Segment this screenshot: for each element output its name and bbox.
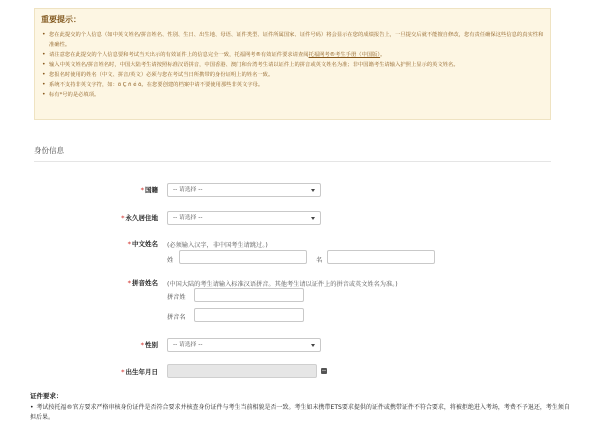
given-name-input[interactable] <box>327 250 435 264</box>
notice-item: • 您报名时使用的姓名（中文、拼音/英文）必须与您在考试当日所携带的身份证明上的姓名一致。 <box>35 70 550 80</box>
residence-select[interactable]: -- 请选择 -- <box>167 211 321 225</box>
notice-item: • 系统不支持非英文字符，如：ö Ç ñ é õ。在您要创建的档案中请不要使用那些非英文字母。 <box>35 80 550 90</box>
notice-list <box>35 30 550 100</box>
pinyin-given-input[interactable] <box>194 308 304 322</box>
cn-name-label: *中文姓名 <box>127 240 158 248</box>
chevron-down-icon <box>311 217 315 220</box>
notice-box <box>34 8 551 120</box>
pinyin-surname-input[interactable] <box>194 288 304 302</box>
birthdate-label: *出生年月日 <box>121 368 158 376</box>
requirements-title: 证件要求： <box>30 392 63 400</box>
birthdate-input[interactable] <box>167 364 317 378</box>
residence-label: *永久居住地 <box>121 214 158 222</box>
cn-name-hint: (必须输入汉字，非中国考生请跳过。) <box>167 242 268 249</box>
notice-title: 重要提示： <box>41 15 81 24</box>
requirements-text: • 考试按托福®官方要求严格审核身份证件是否符合要求并核查身份证件与考生当前相貌是否一致。考生如未携带ETS要求提供的证件或携带证件不符合要求，将被拒绝进入考场，考费不予退还，考生须自担后果。 <box>30 403 570 423</box>
nationality-label: *国籍 <box>140 186 158 194</box>
gender-label: *性别 <box>140 341 158 349</box>
notice-item-text: 请注意您在此提交的个人信息要和考试当天出示的有效证件上的信息完全一致，托福网考®有效证件要求请查阅 <box>49 52 309 58</box>
notice-item: • 您在此提交的个人信息（如中英文姓名/拼音姓名、性别、生日、出生地、母语、证件类型、证件所属国家、证件号码）将会显示在您的成绩报告上，一旦提交后就不能擅自修改，您有责任确保这些信息的真实性和准确性。 <box>35 30 550 50</box>
section-title: 身份信息 <box>34 146 64 155</box>
given-name-label: 名 <box>316 257 323 264</box>
pinyin-name-label: *拼音姓名 <box>127 279 158 287</box>
pinyin-surname-label: 拼音姓 <box>167 294 186 301</box>
calendar-icon[interactable] <box>321 368 327 374</box>
chevron-down-icon <box>311 344 315 347</box>
pinyin-name-hint: (中国大陆的考生请输入标准汉语拼音。其他考生请以证件上的拼音或英文姓名为准。) <box>167 281 398 288</box>
chevron-down-icon <box>311 189 315 192</box>
notice-item: • 标有*号的是必填项。 <box>35 90 550 100</box>
section-divider <box>34 161 551 162</box>
notice-item: • 输入中英文姓名/拼音姓名时，中国大陆考生请按照标准汉语拼音，中国香港、澳门和台湾考生请以证件上的拼音或英文姓名为准；非中国籍考生请输入护照上显示的英文姓名。 <box>35 60 550 70</box>
gender-select[interactable]: -- 请选择 -- <box>167 338 321 352</box>
handbook-link[interactable]: 托福网考®考生手册（中国版） <box>308 52 381 58</box>
notice-item: • 请注意您在此提交的个人信息要和考试当天出示的有效证件上的信息完全一致，托福网考®有效证件要求请查阅托福网考®考生手册（中国版）。 <box>35 50 550 60</box>
pinyin-given-label: 拼音名 <box>167 314 186 321</box>
surname-label: 姓 <box>167 257 174 264</box>
surname-input[interactable] <box>179 250 307 264</box>
nationality-select[interactable]: -- 请选择 -- <box>167 183 321 197</box>
